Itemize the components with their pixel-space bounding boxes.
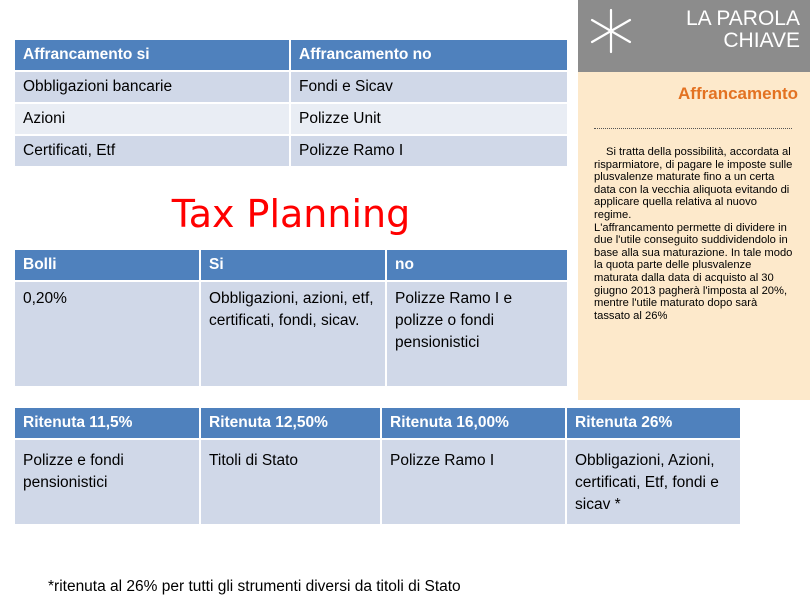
table-cell: Polizze Unit [291,102,567,134]
table-cell: Obbligazioni, azioni, etf, certificati, fondi, sicav. [201,280,387,386]
table-header-cell: Ritenuta 16,00% [382,408,567,438]
table-header-cell: Bolli [15,250,201,280]
sidebar-paragraph: L'affrancamento permette di dividere in due l'utile conseguito suddividendolo in base alla sua maturazione. In tale modo la quota parte delle plusvalenze maturata dalla data di acquisto al 30 giugno 2013 pagherà l'imposta al 20%, mentre l'utile maturato dopo sarà tassato al 26% [594,221,793,322]
table-row [15,70,567,102]
sidebar-heading [686,8,800,52]
table-row [15,102,567,134]
bolli-table [15,250,567,386]
table-cell: Polizze Ramo I e polizze o fondi pensionistici [387,280,567,386]
table-cell: Obbligazioni bancarie [15,70,291,102]
table-cell: Polizze e fondi pensionistici [15,438,201,524]
table-row [15,280,567,386]
affrancamento-table [15,40,567,166]
table-header-cell: Ritenuta 12,50% [201,408,382,438]
sidebar-header [578,0,810,72]
table-cell: Certificati, Etf [15,134,291,166]
table-header-cell: Ritenuta 26% [567,408,740,438]
table-cell: Polizze Ramo I [291,134,567,166]
table-cell: Fondi e Sicav [291,70,567,102]
table-row [15,438,740,524]
divider [594,128,792,129]
table-cell: Obbligazioni, Azioni, certificati, Etf, fondi e sicav * [567,438,740,524]
table-cell: Azioni [15,102,291,134]
table-header-cell: Affrancamento si [15,40,291,70]
asterisk-icon [586,6,636,56]
table-header-row [15,408,740,438]
sidebar-heading-line: CHIAVE [723,29,800,52]
table-header-cell: Ritenuta 11,5% [15,408,201,438]
sidebar-keyword: Affrancamento [678,84,798,103]
table-header-cell: Affrancamento no [291,40,567,70]
table-cell: 0,20% [15,280,201,386]
table-row [15,134,567,166]
sidebar-heading-line: LA PAROLA [685,7,800,30]
table-header-row [15,250,567,280]
sidebar-paragraph: Si tratta della possibilità, accordata al risparmiatore, di pagare le imposte sulle plusvalenze maturate fino a un certa data con la vecchia aliquota evitando di applicare quella relativa al nuovo regime. [594,146,793,221]
table-header-cell: Si [201,250,387,280]
sidebar-body [594,146,794,322]
table-header-row [15,40,567,70]
keyword-sidebar [578,0,810,400]
table-cell: Polizze Ramo I [382,438,567,524]
table-cell: Titoli di Stato [201,438,382,524]
table-header-cell: no [387,250,567,280]
page-title: Tax Planning [171,192,411,236]
footnote: *ritenuta al 26% per tutti gli strumenti diversi da titoli di Stato [48,578,461,595]
ritenuta-table [15,408,740,524]
